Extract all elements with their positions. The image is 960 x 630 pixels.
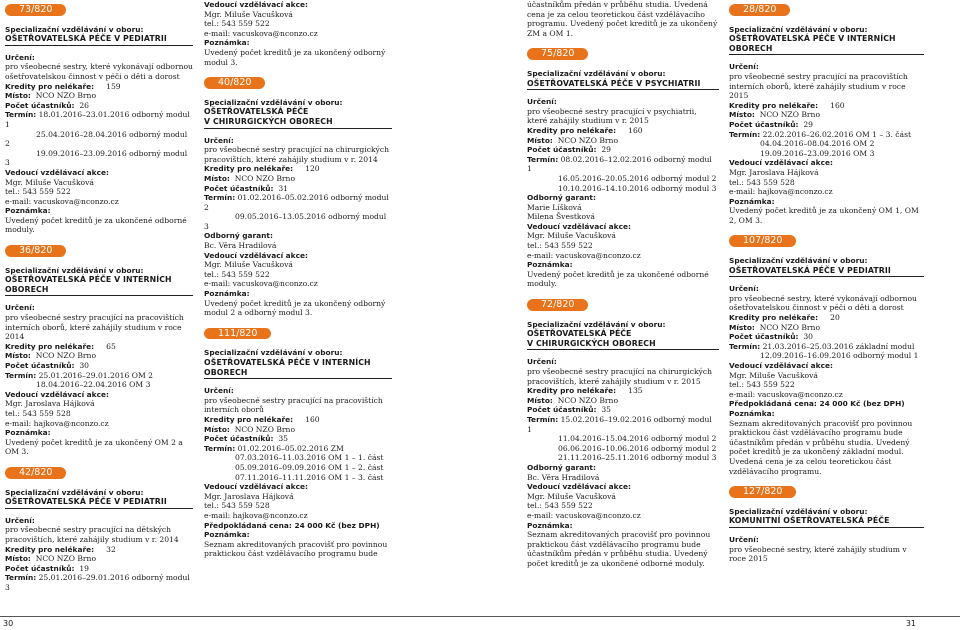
vedouci-email[interactable]: e-mail: vacuskova@nconzo.cz [204,28,318,38]
termin-line: 08.02.2016–12.02.2016 odborný modul 1 [527,154,712,174]
course-code-badge: 28/820 [729,4,790,16]
course-code-badge: 40/820 [204,77,265,89]
course-title: OŠETŘOVATELSKÁ PÉČE V INTERNÍCH OBORECH [729,34,924,55]
course-heading: Specializační vzdělávání v oboru: [5,265,144,275]
course-72 [527,295,719,568]
termin-line: 15.02.2016–19.02.2016 odborný modul 1 [527,414,712,434]
vedouci-name: Mgr. Miluše Vacušková [5,177,94,187]
vedouci-name: Mgr. Miluše Vacušková [204,260,293,270]
garant-name: Bc. Věra Hradilová [204,241,277,251]
vedouci-label: Vedoucí vzdělávací akce: [204,0,308,9]
poznamka-continued: účastníkům předán v průběhu studia. Uvedená cena je za celou teoretickou část vzdělávacího programu. Uvedený počet kreditů je za ukončený ZM a OM 1. [527,0,718,38]
urceni-label: Určení: [5,515,35,525]
termin-line: 21.03.2016–25.03.2016 základní modul [762,341,915,351]
pocet-label: Počet účastníků: [527,405,597,415]
poznamka-label: Poznámka: [204,530,250,540]
pocet-label: Počet účastníků: [729,119,799,129]
course-title: KOMUNITNÍ OŠETŘOVATELSKÁ PÉČE [729,516,924,528]
column-1 [5,0,193,598]
pocet-label: Počet účastníků: [204,434,274,444]
vedouci-tel: tel.: 543 559 528 [204,501,270,511]
termin-label: Termín: [729,129,761,139]
misto-value: NCO NZO Brno [557,395,619,405]
kredity-label: Kredity pro nelékaře: [5,341,95,351]
course-title: OŠETŘOVATELSKÁ PÉČE V INTERNÍCH OBORECH [204,358,392,379]
kredity-value: 20 [830,313,840,323]
course-title: OŠETŘOVATELSKÁ PÉČE V PSYCHIATRII [527,79,719,91]
pocet-value: 29 [803,119,813,129]
termin-line: 07.03.2016–11.03.2016 OM 1 – 1. část [235,453,384,463]
termin-label: Termín: [527,414,559,424]
course-code-badge: 127/820 [729,486,796,498]
kredity-value: 32 [106,544,116,554]
course-111-continued [527,0,719,38]
termin-line: 19.09.2016–23.09.2016 OM 3 [760,148,875,158]
garant-label: Odborný garant: [204,231,273,241]
column-2 [204,0,392,565]
garant-name: Marie Líšková [527,202,582,212]
vedouci-email[interactable]: e-mail: vacuskova@nconzo.cz [527,510,641,520]
course-73 [5,0,193,235]
vedouci-tel: tel.: 543 559 522 [5,187,71,197]
urceni-label: Určení: [729,284,759,294]
urceni-label: Určení: [527,357,557,367]
page-number-right: 31 [905,619,916,628]
urceni-text: pro všeobecné sestry pracující na chirurgických pracovištích, které zahájily studium v r. 2015 [527,367,712,386]
pocet-value: 19 [79,563,89,573]
course-code-badge: 42/820 [5,467,66,479]
misto-value: NCO NZO Brno [759,322,821,332]
termin-line: 21.11.2016–25.11.2016 odborný modul 3 [558,453,717,463]
poznamka-label: Poznámka: [729,408,775,418]
poznamka-label: Poznámka: [527,260,573,270]
course-heading: Specializační vzdělávání v oboru: [527,319,666,329]
pocet-value: 35 [278,434,288,444]
vedouci-label: Vedoucí vzdělávací akce: [527,482,631,492]
termin-label: Termín: [5,573,37,583]
termin-line: 19.09.2016–23.09.2016 odborný modul 3 [5,148,188,168]
vedouci-email[interactable]: e-mail: hajkova@nconzo.cz [204,510,308,520]
course-heading: Specializační vzdělávání v oboru: [729,506,868,516]
misto-value: NCO NZO Brno [35,351,97,361]
poznamka-text: Uvedený počet kreditů je za ukončený odborný modul 2 a odborný modul 3. [204,298,386,318]
course-heading: Specializační vzdělávání v oboru: [204,97,343,107]
pocet-value: 30 [803,332,813,342]
termin-line: 11.04.2016–15.04.2016 odborný modul 2 [558,434,717,444]
misto-value: NCO NZO Brno [759,110,821,120]
termin-line: 18.04.2016–22.04.2016 OM 3 [36,380,151,390]
misto-label: Místo: [204,173,230,183]
kredity-label: Kredity pro nelékaře: [729,313,819,323]
course-75 [527,44,719,289]
misto-label: Místo: [204,424,230,434]
termin-line: 18.01.2016–23.01.2016 odborný modul 1 [5,110,190,129]
course-42 [5,463,193,593]
urceni-label: Určení: [527,97,557,107]
column-4 [729,0,924,570]
course-code-badge: 72/820 [527,299,588,311]
misto-label: Místo: [5,554,31,564]
termin-line: 07.11.2016–11.11.2016 OM 1 – 3. část [235,472,384,482]
page-number-left: 30 [3,619,14,628]
misto-value: NCO NZO Brno [234,424,296,434]
vedouci-name: Mgr. Miluše Vacušková [527,231,616,241]
pocet-value: 35 [601,405,611,415]
urceni-label: Určení: [5,52,35,62]
termin-line: 16.05.2016–20.05.2016 odborný modul 2 [558,173,717,183]
urceni-text: pro všeobecné sestry, které vykonávají odbornou ošetřovatelskou činnost v péči o děti a dorost [729,293,917,313]
kredity-label: Kredity pro nelékaře: [204,164,294,174]
termin-label: Termín: [5,110,37,120]
poznamka-label: Poznámka: [527,520,573,530]
kredity-label: Kredity pro nelékaře: [527,386,617,396]
pocet-label: Počet účastníků: [527,145,597,155]
misto-label: Místo: [5,351,31,361]
pocet-value: 26 [79,100,89,110]
termin-line: 10.10.2016–14.10.2016 odborný modul 3 [558,183,717,193]
misto-value: NCO NZO Brno [35,554,97,564]
misto-value: NCO NZO Brno [35,91,97,101]
termin-label: Termín: [729,341,761,351]
vedouci-email[interactable]: e-mail: vacuskova@nconzo.cz [729,389,843,399]
termin-label: Termín: [204,443,236,453]
misto-label: Místo: [527,135,553,145]
pocet-label: Počet účastníků: [204,183,274,193]
garant-name: Bc. Věra Hradilová [527,472,600,482]
vedouci-label: Vedoucí vzdělávací akce: [5,167,109,177]
misto-label: Místo: [527,395,553,405]
course-107 [729,231,924,476]
misto-label: Místo: [729,110,755,120]
urceni-text: pro všeobecné sestry pracující na pracovištích interních oborů, které zahájily studium v roce 2014 [5,313,184,342]
misto-label: Místo: [729,322,755,332]
termin-line: 25.04.2016–28.04.2016 odborný modul 2 [5,129,188,149]
vedouci-tel: tel.: 543 559 522 [204,19,270,29]
poznamka-label: Poznámka: [204,289,250,299]
termin-line: 04.04.2016–08.04.2016 OM 2 [760,139,875,149]
course-heading: Specializační vzdělávání v oboru: [729,256,868,266]
vedouci-label: Vedoucí vzdělávací akce: [204,250,308,260]
termin-line: 01.02.2016–05.02.2016 odborný modul 2 [204,193,389,212]
kredity-value: 160 [305,414,320,424]
pocet-value: 30 [79,361,89,370]
misto-label: Místo: [5,91,31,101]
kredity-value: 160 [628,125,643,135]
vedouci-email[interactable]: e-mail: vacuskova@nconzo.cz [527,250,641,260]
poznamka-text: Uvedený počet kreditů je za ukončený OM 2 a OM 3. [5,437,183,457]
vedouci-email[interactable]: e-mail: vacuskova@nconzo.cz [204,279,318,289]
kredity-value: 135 [628,386,643,396]
urceni-text: pro všeobecné sestry, které zahájily studium v roce 2015 [729,544,907,564]
course-heading: Specializační vzdělávání v oboru: [5,24,144,34]
poznamka-text: Seznam akreditovaných pracovišť pro povinnou praktickou část vzdělávacího programu bude účastníkům předán v průběhu studia. Uvedený počet kreditů je za ukončený základní modul. Uvedená cena je za celou teoretickou část vzdělávacího programu. [729,418,913,476]
course-heading: Specializační vzdělávání v oboru: [527,68,666,78]
footer-rule [0,616,960,617]
pocet-label: Počet účastníků: [5,563,75,573]
garant-label: Odborný garant: [527,462,596,472]
cena-text: Předpokládaná cena: 24 000 Kč (bez DPH) [204,520,380,530]
termin-label: Termín: [5,370,37,380]
termin-line: 12.09.2016–16.09.2016 odborný modul 1 [760,351,919,361]
course-title: OŠETŘOVATELSKÁ PÉČE V PEDIATRII [5,34,193,46]
poznamka-label: Poznámka: [5,428,51,438]
kredity-value: 120 [305,164,320,174]
course-code-badge: 36/820 [5,245,66,257]
vedouci-tel: tel.: 543 559 522 [527,501,593,511]
poznamka-text: Seznam akreditovaných pracovišť pro povinnou praktickou část vzdělávacího programu bude účastníkům předán v průběhu studia. Uvedený počet kreditů je za ukončené odborné moduly. [527,530,711,568]
urceni-text: pro všeobecné sestry, které vykonávají odbornou ošetřovatelskou činnost v péči o děti a dorost [5,62,193,81]
course-heading: Specializační vzdělávání v oboru: [5,487,144,497]
course-code-badge: 107/820 [729,235,796,247]
vedouci-name: Mgr. Jaroslava Hájková [729,167,819,177]
urceni-label: Určení: [729,534,759,544]
course-heading: Specializační vzdělávání v oboru: [204,348,343,358]
pocet-label: Počet účastníků: [5,100,75,110]
vedouci-name: Mgr. Jaroslava Hájková [204,491,294,501]
vedouci-tel: tel.: 543 559 528 [729,177,795,187]
garant-label: Odborný garant: [527,193,596,203]
termin-line: 05.09.2016–09.09.2016 OM 1 – 2. část [235,462,384,472]
poznamka-text: Uvedený počet kreditů je za ukončené odborné moduly. [5,215,187,235]
vedouci-label: Vedoucí vzdělávací akce: [204,482,308,492]
course-28 [729,0,924,225]
vedouci-tel: tel.: 543 559 522 [204,269,270,279]
vedouci-label: Vedoucí vzdělávací akce: [5,389,109,399]
termin-label: Termín: [204,193,236,203]
course-code-badge: 111/820 [204,328,271,340]
kredity-value: 65 [106,341,116,351]
poznamka-label: Poznámka: [729,196,775,206]
pocet-value: 29 [601,145,611,155]
termin-line: 22.02.2016–26.02.2016 OM 1 – 3. část [762,129,912,139]
poznamka-text: Uvedený počet kreditů je za ukončené odborné moduly. [527,269,709,289]
vedouci-name: Mgr. Miluše Vacušková [527,491,616,501]
urceni-label: Určení: [729,62,759,72]
course-36 [5,241,193,457]
urceni-text: pro všeobecné sestry pracující v psychiatrii, které zahájily studium v r. 2015 [527,106,697,126]
vedouci-name: Mgr. Jaroslava Hájková [5,399,95,409]
urceni-text: pro všeobecné sestry pracující na pracovištích interních oborů, které zahájily studium v roce 2015 [729,71,908,101]
vedouci-label: Vedoucí vzdělávací akce: [729,158,833,168]
vedouci-tel: tel.: 543 559 522 [729,380,795,390]
misto-value: NCO NZO Brno [234,173,296,183]
course-title-line: OŠETŘOVATELSKÁ PÉČE [204,107,309,117]
poznamka-text: Uvedený počet kreditů je za ukončený odborný modul 3. [204,47,386,67]
vedouci-name: Mgr. Miluše Vacušková [729,370,818,380]
vedouci-label: Vedoucí vzdělávací akce: [527,221,631,231]
urceni-text: pro všeobecné sestry pracující na chirurgických pracovištích, které zahájily studium v r. 2014 [204,145,389,164]
pocet-label: Počet účastníků: [729,332,799,342]
garant-name: Milena Švestková [527,212,595,222]
cena-text: Předpokládaná cena: 24 000 Kč (bez DPH) [729,399,905,409]
vedouci-tel: tel.: 543 559 522 [527,241,593,251]
kredity-label: Kredity pro nelékaře: [527,125,617,135]
poznamka-text: Uvedený počet kreditů je za ukončený OM 1, OM 2, OM 3. [729,206,919,225]
vedouci-name: Mgr. Miluše Vacušková [204,9,293,19]
course-title-line: OŠETŘOVATELSKÁ PÉČE [527,329,632,339]
course-code-badge: 75/820 [527,48,588,60]
course-111 [204,324,392,559]
column-3 [527,0,719,574]
urceni-text: pro všeobecné sestry pracující na pracovištích interních oborů [204,395,383,415]
poznamka-label: Poznámka: [204,38,250,48]
urceni-text: pro všeobecné sestry pracující na dětských pracovištích, které zahájily studium v r. 2014 [5,525,179,544]
pocet-label: Počet účastníků: [5,361,75,370]
course-42-continued [204,0,392,67]
course-40 [204,73,392,318]
kredity-label: Kredity pro nelékaře: [5,544,95,554]
kredity-value: 160 [830,100,845,110]
urceni-label: Určení: [5,303,35,313]
course-code-badge: 73/820 [5,4,66,16]
course-title: OŠETŘOVATELSKÁ PÉČE V PEDIATRII [729,266,924,278]
kredity-value: 159 [106,81,121,91]
poznamka-label: Poznámka: [5,206,51,216]
vedouci-email[interactable]: e-mail: hajkova@nconzo.cz [5,418,109,428]
vedouci-email[interactable]: e-mail: hajkova@nconzo.cz [729,187,833,197]
termin-line: 09.05.2016–13.05.2016 odborný modul 3 [204,212,387,231]
course-title: OŠETŘOVATELSKÁ PÉČE V PEDIATRII [5,497,193,509]
course-heading: Specializační vzdělávání v oboru: [729,24,868,34]
termin-label: Termín: [527,154,559,164]
poznamka-text: Seznam akreditovaných pracovišť pro povinnou praktickou část vzdělávacího programu bude [204,539,388,559]
kredity-label: Kredity pro nelékaře: [204,414,294,424]
urceni-label: Určení: [204,386,234,396]
course-title: V CHIRURGICKÝCH OBORECH [527,339,719,351]
pocet-value: 31 [278,183,288,193]
kredity-label: Kredity pro nelékaře: [729,100,819,110]
course-title: V CHIRURGICKÝCH OBORECH [204,117,392,129]
vedouci-email[interactable]: e-mail: vacuskova@nconzo.cz [5,196,119,206]
vedouci-label: Vedoucí vzdělávací akce: [729,361,833,370]
misto-value: NCO NZO Brno [557,135,619,145]
course-127 [729,482,924,564]
termin-line: 25.01.2016–29.01.2016 OM 2 [38,370,154,380]
vedouci-tel: tel.: 543 559 528 [5,408,71,418]
urceni-label: Určení: [204,135,234,145]
termin-line: 25.01.2016–29.01.2016 odborný modul 3 [5,573,190,592]
termin-line: 01.02.2016–05.02.2016 ZM [237,443,344,453]
course-title: OŠETŘOVATELSKÁ PÉČE V INTERNÍCH OBORECH [5,275,193,296]
kredity-label: Kredity pro nelékaře: [5,81,95,91]
termin-line: 06.06.2016–10.06.2016 odborný modul 2 [558,443,717,453]
